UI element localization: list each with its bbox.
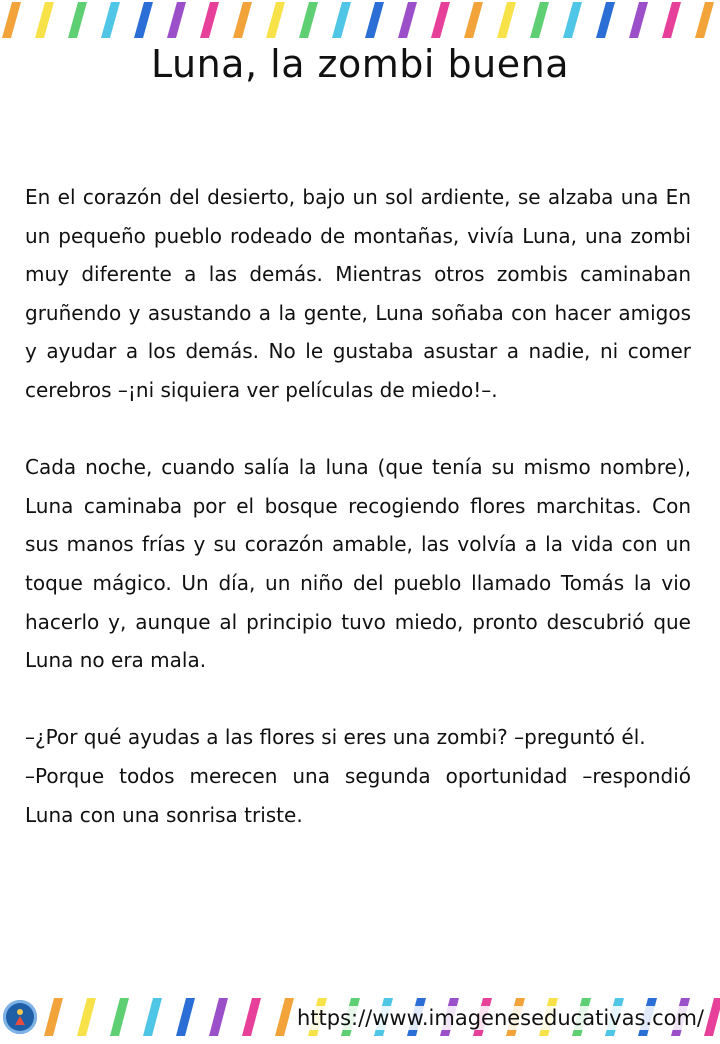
paragraph-spacer xyxy=(25,680,691,719)
decorative-stripe xyxy=(134,2,153,38)
decorative-stripe xyxy=(704,998,720,1036)
decorative-stripe xyxy=(695,2,714,38)
decorative-stripe xyxy=(398,2,417,38)
decorative-stripe xyxy=(176,998,195,1036)
decorative-stripe xyxy=(200,2,219,38)
decorative-stripe xyxy=(233,2,252,38)
decorative-stripe xyxy=(431,2,450,38)
decorative-stripe xyxy=(365,2,384,38)
story-body xyxy=(25,178,691,834)
dialogue-line-2: –Porque todos merecen una segunda oportunidad –respondió Luna con una sonrisa triste. xyxy=(25,763,691,827)
decorative-stripe xyxy=(35,2,54,38)
decorative-stripe xyxy=(242,998,261,1036)
decorative-stripe xyxy=(2,2,21,38)
paragraph-spacer xyxy=(25,410,691,449)
decorative-stripe xyxy=(464,2,483,38)
decorative-stripe xyxy=(497,2,516,38)
decorative-stripe xyxy=(77,998,96,1036)
decorative-stripe xyxy=(266,2,285,38)
decorative-stripe xyxy=(101,2,120,38)
decorative-stripe xyxy=(167,2,186,38)
stripes-top-svg xyxy=(0,0,720,48)
story-paragraph-2: Cada noche, cuando salía la luna (que tenía su mismo nombre), Luna caminaba por el bosque recogiendo flores marchitas. Con sus manos frías y su corazón amable, las volvía a la vida con un toque mágico. Un día, un niño del pueblo llamado Tomás la vio hacerlo y, aunque al principio tuvo miedo, pronto descubrió que Luna no era mala. xyxy=(25,455,691,673)
decorative-stripe xyxy=(275,998,294,1036)
top-decorative-stripes xyxy=(0,0,720,48)
decorative-stripe xyxy=(110,998,129,1036)
decorative-stripe xyxy=(563,2,582,38)
decorative-stripe xyxy=(332,2,351,38)
story-paragraph-1: En el corazón del desierto, bajo un sol ardiente, se alzaba una En un pequeño pueblo rodeado de montañas, vivía Luna, una zombi muy diferente a las demás. Mientras otros zombis caminaban gruñendo y asustando a la gente, Luna soñaba con hacer amigos y ayudar a los demás. No le gustaba asustar a nadie, ni comer cerebros –¡ni siquiera ver películas de miedo!–. xyxy=(25,185,691,402)
decorative-stripe xyxy=(143,998,162,1036)
decorative-stripe xyxy=(44,998,63,1036)
decorative-stripe xyxy=(596,2,615,38)
educational-logo-icon xyxy=(3,1000,37,1034)
decorative-stripe xyxy=(209,998,228,1036)
decorative-stripe xyxy=(662,2,681,38)
decorative-stripe xyxy=(299,2,318,38)
dialogue-line-1: –¿Por qué ayudas a las flores si eres una zombi? –preguntó él. xyxy=(25,725,646,750)
logo-figure-icon xyxy=(12,1008,28,1026)
page-title: Luna, la zombi buena xyxy=(151,42,569,86)
decorative-stripe xyxy=(530,2,549,38)
website-url[interactable]: https://www.imageneseducativas.com/ xyxy=(296,1006,704,1030)
decorative-stripe xyxy=(68,2,87,38)
decorative-stripe xyxy=(629,2,648,38)
